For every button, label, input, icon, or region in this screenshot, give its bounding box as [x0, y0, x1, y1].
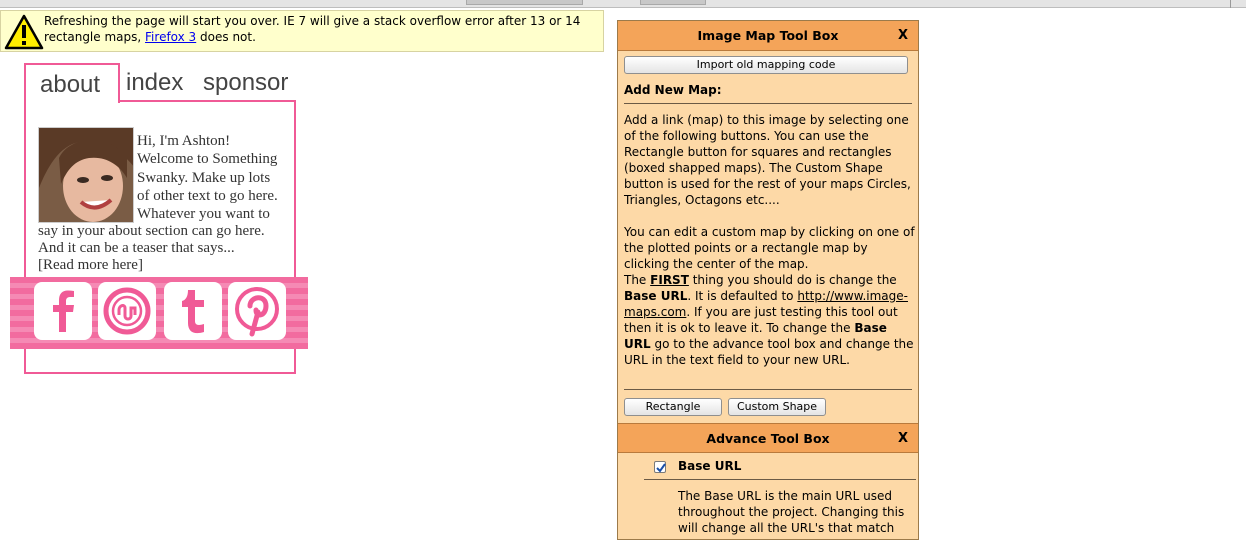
divider — [624, 389, 912, 390]
about-line: of other text to go here. — [137, 188, 278, 204]
portrait-image — [39, 128, 134, 223]
advance-toolbox-title: Advance Tool Box — [706, 431, 830, 446]
instruction-text: . If you are just testing this tool out then it is ok to leave it. To change the — [624, 305, 898, 335]
facebook-icon — [34, 282, 92, 340]
import-mapping-button[interactable]: Import old mapping code — [624, 56, 908, 74]
toolbar-segment — [466, 0, 583, 5]
tab-sponsor[interactable]: sponsor — [203, 69, 289, 96]
about-line: Whatever you want to — [137, 206, 270, 222]
instruction-text: go to the advance tool box and change the URL in the text field to your new URL. — [624, 337, 914, 367]
about-line: Welcome to Something — [137, 151, 278, 167]
toolbox-title: Image Map Tool Box — [697, 28, 839, 43]
toolbox-edit-hint: You can edit a custom map by clicking on one of the plotted points or a rectangle map by clicking the center of the map. — [624, 225, 915, 271]
toolbar-segment — [640, 0, 706, 5]
tab-about[interactable]: about — [24, 63, 120, 103]
pinterest-icon — [228, 282, 286, 340]
read-more-link[interactable]: [Read more here] — [38, 257, 143, 273]
warning-icon — [4, 14, 44, 50]
base-url-checkbox[interactable] — [654, 461, 666, 473]
rectangle-button[interactable]: Rectangle — [624, 398, 722, 416]
tumblr-button[interactable] — [164, 282, 222, 340]
warning-message: Refreshing the page will start you over. IE 7 will give a stack overflow error after 13 or 14 rectangle maps, — [44, 14, 581, 44]
toolbox-intro-text: Add a link (map) to this image by selecting one of the following buttons. You can use the Rectangle button for squares and rectangles (boxed shapped maps). The Custom Shape button is used for the rest of your maps Circles, Triangles, Octagons etc.... — [624, 113, 911, 207]
warning-text — [44, 13, 600, 45]
first-emphasis: FIRST — [650, 273, 689, 287]
pinterest-button[interactable] — [228, 282, 286, 340]
base-url-label: Base URL — [678, 459, 742, 473]
base-url-emphasis: Base URL — [624, 289, 688, 303]
close-toolbox-button[interactable]: X — [897, 28, 908, 43]
about-line: Hi, I'm Ashton! — [137, 133, 231, 149]
tumblr-icon — [164, 282, 222, 340]
about-line: Swanky. Make up lots — [137, 170, 271, 186]
divider — [624, 103, 912, 104]
default-url-link[interactable]: http://www.image-maps.com — [624, 289, 908, 319]
divider — [644, 479, 916, 480]
instruction-text: thing you should do is change the — [692, 273, 897, 287]
about-line: And it can be a teaser that says... — [38, 240, 235, 256]
warning-message-end: does not. — [200, 30, 256, 44]
advance-toolbox-header[interactable] — [618, 423, 918, 453]
base-url-instructions — [624, 272, 916, 368]
tab-index[interactable]: index — [126, 69, 184, 96]
avatar — [38, 127, 134, 223]
warning-banner — [0, 10, 604, 52]
image-map-toolbox — [617, 20, 919, 540]
close-advance-toolbox-button[interactable]: X — [897, 431, 908, 446]
firefox-link[interactable]: Firefox 3 — [145, 30, 197, 44]
custom-shape-button[interactable]: Custom Shape — [728, 398, 826, 416]
browser-top-strip — [0, 0, 1246, 8]
instruction-text: . It is defaulted to — [687, 289, 794, 303]
checkmark-icon — [655, 462, 667, 474]
facebook-button[interactable] — [34, 282, 92, 340]
tab-joint — [26, 99, 118, 103]
base-url-description: The Base URL is the main URL used throughout the project. Changing this will change all the URL's that match — [678, 489, 905, 535]
toolbar-divider — [1230, 0, 1231, 8]
instruction-text: The — [624, 273, 647, 287]
base-url-emphasis: Base URL — [624, 321, 887, 351]
toolbox-header[interactable] — [618, 21, 918, 51]
stumbleupon-button[interactable] — [98, 282, 156, 340]
about-line: say in your about section can go here. — [38, 223, 265, 239]
stumbleupon-icon — [98, 282, 156, 340]
add-new-map-heading: Add New Map: — [624, 83, 722, 97]
